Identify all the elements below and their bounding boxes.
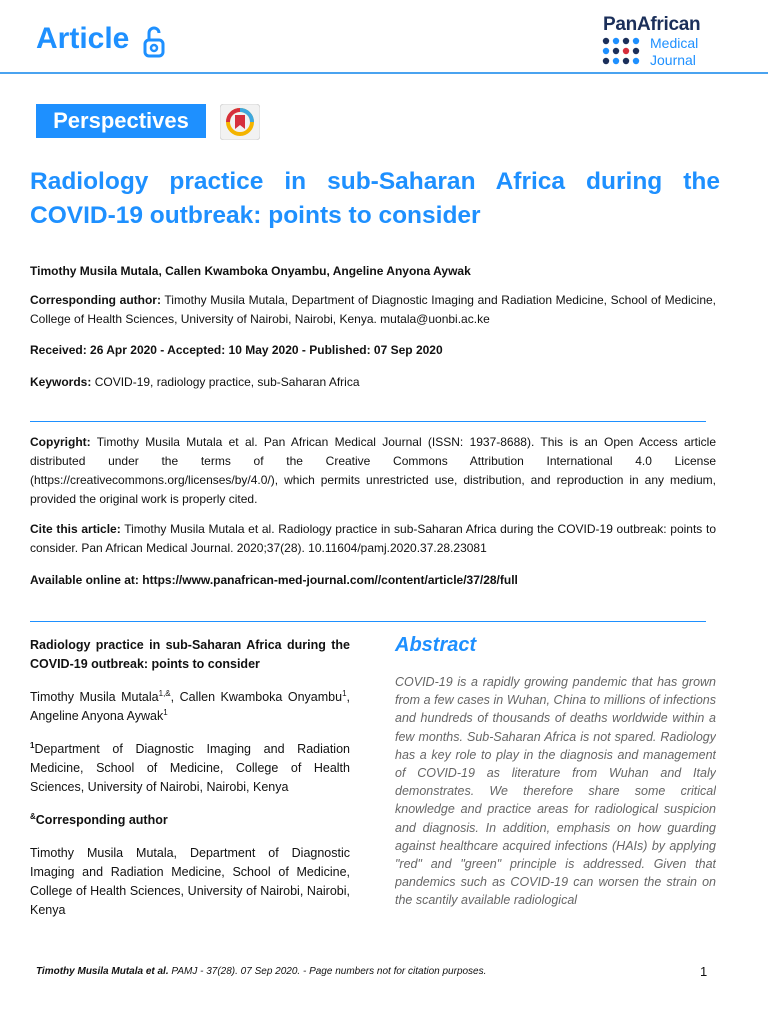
online-block: [30, 571, 716, 590]
online-url[interactable]: https://www.panafrican-med-journal.com//content/article/37/28/full: [142, 573, 518, 587]
corresponding-heading-text: Corresponding author: [35, 813, 168, 827]
logo-subtitle-medical: Medical: [650, 35, 699, 51]
author-superscript: 1: [342, 688, 347, 698]
keywords-label: Keywords:: [30, 375, 92, 389]
left-column: [30, 636, 350, 934]
author-name: , Callen Kwamboka Onyambu: [170, 690, 343, 704]
journal-logo[interactable]: [600, 14, 750, 70]
left-corresponding-text: Timothy Musila Mutala, Department of Diagnostic Imaging and Radiation Medicine, School of Medicine, College of Health Sciences, University of Nairobi, Nairobi, Kenya: [30, 846, 350, 917]
page-footer: [36, 966, 486, 977]
corresponding-author-label: Corresponding author:: [30, 293, 161, 307]
section-tag: Perspectives: [36, 104, 206, 138]
divider: [30, 621, 706, 622]
left-corresponding-heading: [30, 811, 350, 830]
author-superscript: 1: [163, 707, 168, 717]
abstract-text: COVID-19 is a rapidly growing pandemic that has grown from a few cases in Wuhan, China to millions of infections and hundreds of thousands of deaths worldwide within a few months. Sub-Saharan Africa is not spared. Radiology has a key role to play in the diagnosis and management of COVID-19 as literature from Wuhan and Italy demonstrates. We therefore share some critical knowledge and practice areas for radiological suspicion and diagnosis. In addition, emphasis on how guarding against healthcare acquired infections (HAIs) by applying "red" and "green" principle is addressed. Given that pandemics such as COVID-19 can worsen the strain on the scantily available radiological: [395, 675, 716, 908]
author-superscript: 1,&: [158, 688, 171, 698]
online-label: Available online at:: [30, 573, 139, 587]
cite-label: Cite this article:: [30, 522, 121, 536]
page-header: [0, 0, 768, 76]
cite-block: [30, 520, 716, 558]
cite-text: Timothy Musila Mutala et al. Radiology practice in sub-Saharan Africa during the COVID-19 outbreak: points to consider. Pan African Medical Journal. 2020;37(28). 10.11604/pamj.2020.37.28.23081: [30, 522, 716, 555]
left-title: Radiology practice in sub-Saharan Africa during the COVID-19 outbreak: points to consider: [30, 638, 350, 671]
copyright-block: [30, 433, 716, 509]
corresponding-superscript: &: [30, 811, 36, 821]
keywords-text: COVID-19, radiology practice, sub-Saharan Africa: [94, 375, 360, 389]
abstract-heading: Abstract: [395, 634, 477, 656]
article-title: Radiology practice in sub-Saharan Africa during the COVID-19 outbreak: points to consider: [30, 168, 720, 229]
copyright-label: Copyright:: [30, 435, 91, 449]
affiliation-text: Department of Diagnostic Imaging and Radiation Medicine, School of Medicine, College of Health Sciences, University of Nairobi, Nairobi, Kenya: [30, 742, 350, 794]
affiliation-superscript: 1: [30, 740, 35, 750]
crossmark-icon[interactable]: [220, 104, 260, 140]
header-divider: [0, 72, 768, 74]
open-access-lock-icon: [142, 24, 166, 60]
left-authors: [30, 688, 350, 726]
corresponding-author-text: Timothy Musila Mutala, Department of Diagnostic Imaging and Radiation Medicine, School of Medicine, College of Health Sciences, University of Nairobi, Nairobi, Kenya. mutala@uonbi.ac.ke: [30, 293, 716, 326]
author-name: , Angeline Anyona Aywak: [30, 690, 351, 723]
logo-subtitle-journal: Journal: [650, 52, 696, 68]
author-name: Timothy Musila Mutala: [30, 690, 159, 704]
footer-note: - Page numbers not for citation purposes.: [302, 966, 487, 977]
dates-line: Received: 26 Apr 2020 - Accepted: 10 May 2020 - Published: 07 Sep 2020: [30, 343, 443, 357]
article-label: Article: [36, 22, 130, 55]
copyright-text: Timothy Musila Mutala et al. Pan African Medical Journal (ISSN: 1937-8688). This is an Open Access article distributed under the terms of the Creative Commons Attribution International 4.0 License (https://creativecommons.org/licenses/by/4.0/), which permits unrestricted use, distribution, and reproduction in any medium, provided the original work is properly cited.: [30, 435, 717, 506]
page-number: 1: [700, 964, 708, 979]
divider: [30, 421, 706, 422]
keywords-block: [30, 373, 716, 392]
corresponding-author-block: [30, 291, 716, 329]
footer-author: Timothy Musila Mutala et al.: [36, 966, 169, 977]
footer-citation: PAMJ - 37(28). 07 Sep 2020.: [171, 966, 301, 977]
left-affiliation: [30, 740, 350, 797]
logo-title: PanAfrican: [603, 14, 701, 35]
authors-line: Timothy Musila Mutala, Callen Kwamboka Onyambu, Angeline Anyona Aywak: [30, 264, 471, 278]
logo-dots-icon: [600, 36, 644, 68]
